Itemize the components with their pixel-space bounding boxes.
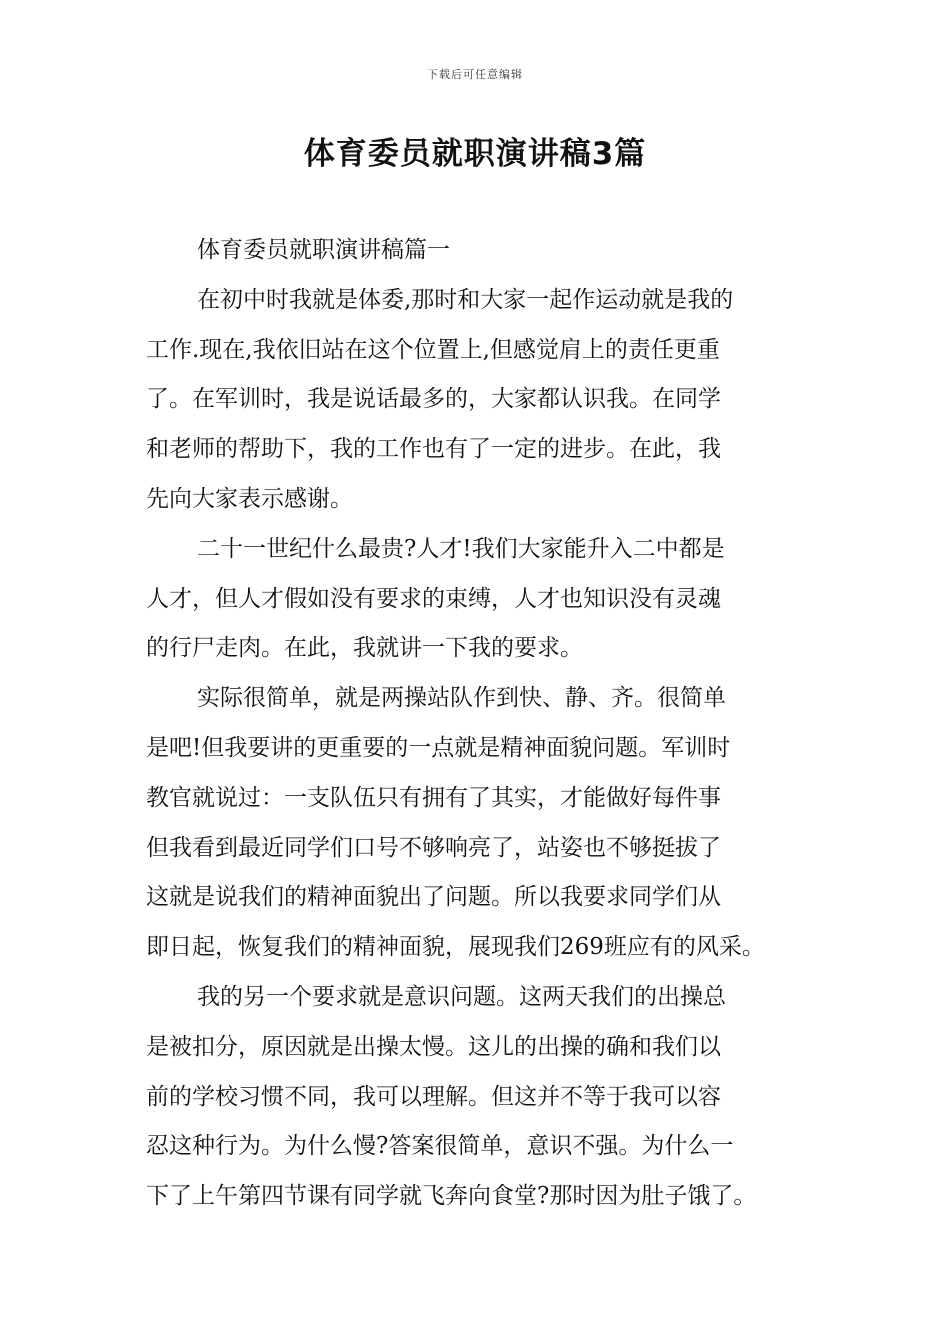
text-line: 我的另一个要求就是意识问题。这两天我们的出操总 [197,983,726,1010]
text-line: 了。在军训时，我是说话最多的，大家都认识我。在同学 [146,386,721,413]
text-line: 人才，但人才假如没有要求的束缚，人才也知识没有灵魂 [146,585,721,612]
text-line: 是吧!但我要讲的更重要的一点就是精神面貌问题。军训时 [146,734,731,761]
document-title: 体育委员就职演讲稿3篇 [303,136,647,172]
text-line: 和老师的帮助下，我的工作也有了一定的进步。在此，我 [146,436,721,463]
document-body [146,226,812,1222]
text-line: 的行尸走肉。在此，我就讲一下我的要求。 [146,635,583,662]
text-line: 即日起，恢复我们的精神面貌，展现我们269班应有的风采。 [146,934,765,961]
text-line: 二十一世纪什么最贵?人才!我们大家能升入二中都是 [197,535,725,562]
text-line: 实际很简单，就是两操站队作到快、静、齐。很简单 [197,685,726,712]
text-line: 前的学校习惯不同，我可以理解。但这并不等于我可以容 [146,1083,721,1110]
text-line: 是被扣分，原因就是出操太慢。这儿的出操的确和我们以 [146,1033,721,1060]
text-line: 体育委员就职演讲稿篇一 [197,237,450,263]
text-line: 这就是说我们的精神面貌出了问题。所以我要求同学们从 [146,884,721,911]
header-note: 下载后可任意编辑 [427,68,523,81]
text-line: 教官就说过：一支队伍只有拥有了其实，才能做好每件事 [146,784,721,811]
text-line: 下了上午第四节课有同学就飞奔向食堂?那时因为肚子饿了。 [146,1183,757,1210]
text-line: 但我看到最近同学们口号不够响亮了，站姿也不够挺拔了 [146,834,721,861]
text-line: 工作.现在,我依旧站在这个位置上,但感觉肩上的责任更重 [146,336,720,363]
text-line: 忍这种行为。为什么慢?答案很简单，意识不强。为什么一 [146,1133,734,1160]
text-line: 在初中时我就是体委,那时和大家一起作运动就是我的 [197,286,734,313]
text-line: 先向大家表示感谢。 [146,485,353,512]
